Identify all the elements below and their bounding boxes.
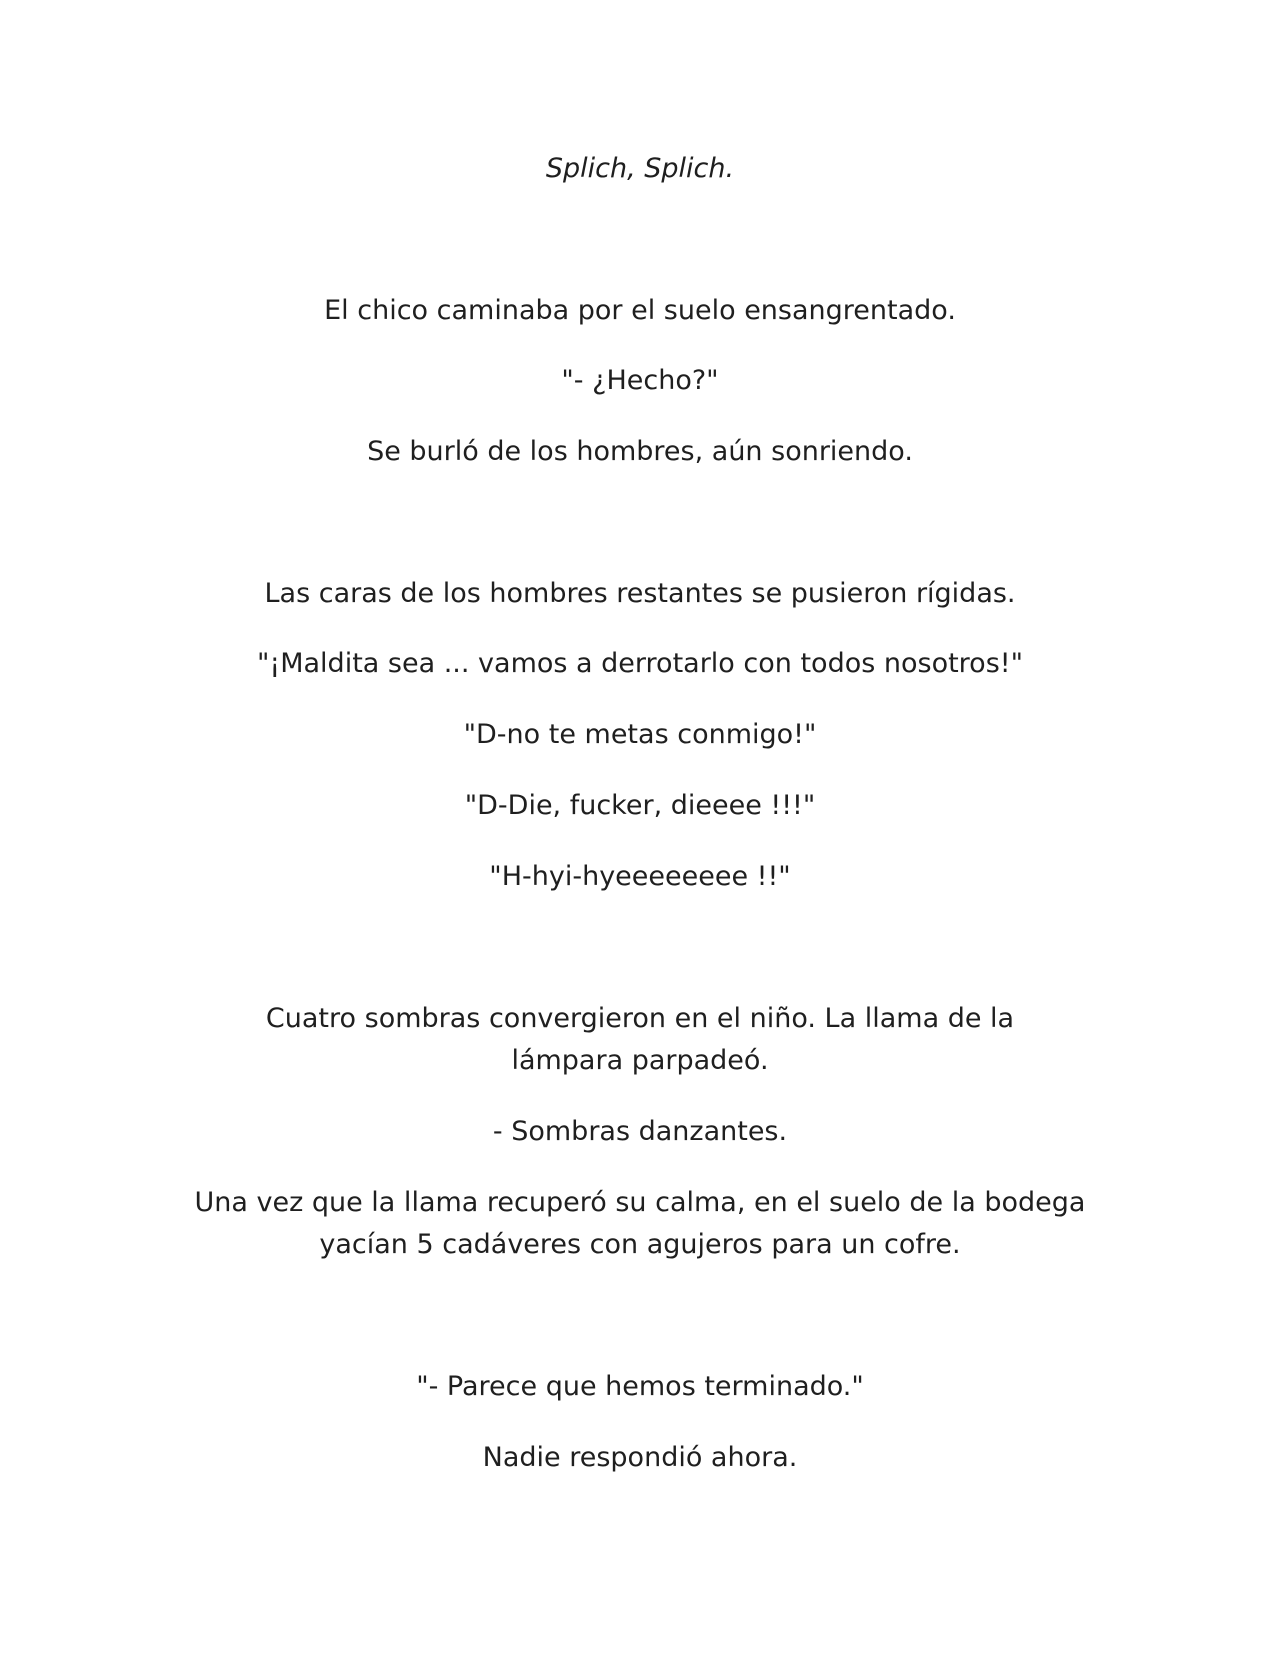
paragraph-dialogue: "D-no te metas conmigo!" (463, 719, 817, 750)
paragraph-dialogue: "- ¿Hecho?" (561, 365, 719, 396)
paragraph-narration: El chico caminaba por el suelo ensangrentado. (324, 295, 956, 326)
paragraph-narration: Se burló de los hombres, aún sonriendo. (367, 436, 913, 467)
paragraph-dialogue: "¡Maldita sea ... vamos a derrotarlo con todos nosotros!" (256, 648, 1024, 679)
paragraph-sound-effect: Splich, Splich. (545, 153, 735, 184)
paragraph-narration: Cuatro sombras convergieron en el niño. La llama de la lámpara parpadeó. (265, 1003, 1015, 1076)
paragraph-narration: Nadie respondió ahora. (482, 1442, 798, 1473)
paragraph-dialogue: "- Parece que hemos terminado." (416, 1371, 864, 1402)
paragraph-narration: Las caras de los hombres restantes se pusieron rígidas. (264, 578, 1016, 609)
paragraph-dialogue: "H-hyi-hyeeeeeeee !!" (489, 861, 791, 892)
paragraph-narration: - Sombras danzantes. (492, 1116, 788, 1147)
paragraph-narration: Una vez que la llama recuperó su calma, en el suelo de la bodega yacían 5 cadáveres con agujeros para un cofre. (194, 1187, 1086, 1260)
paragraph-dialogue: "D-Die, fucker, dieeee !!!" (464, 790, 816, 821)
